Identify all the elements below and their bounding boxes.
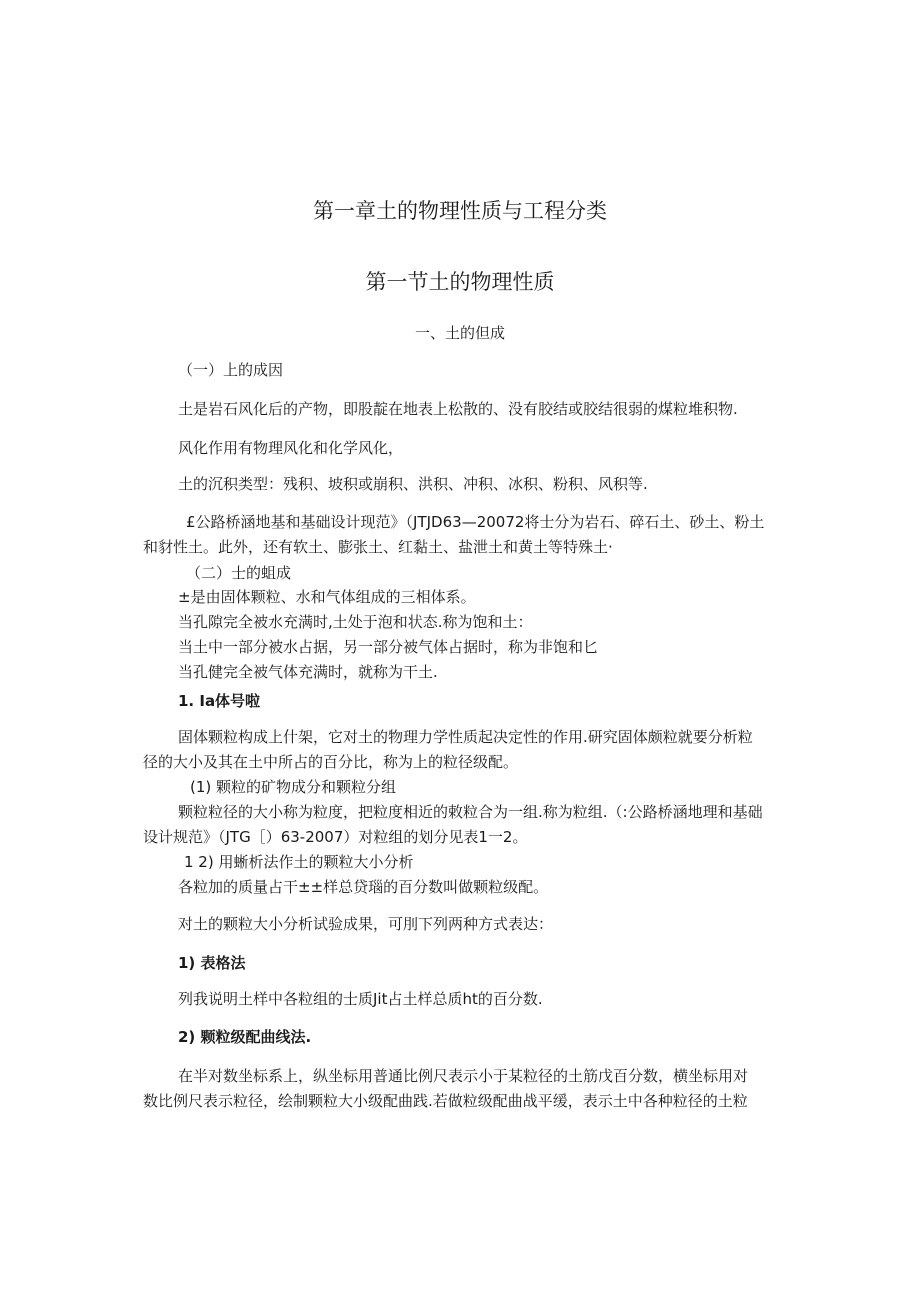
paragraph-8: 当孔健完全被气体充满时，就称为干土. bbox=[178, 663, 438, 681]
paragraph-14-line-2: 数比例尺表示粒径，绘制颗粒大小级配曲践.若做粒级配曲战平缓，表示土中各种粒径的土粒 bbox=[143, 1092, 748, 1110]
paragraph-3: 土的沉积类型：残积、坡积或崩积、洪积、冲积、冰积、粉积、风积等. bbox=[178, 475, 648, 493]
subsection-title: 一、土的但成 bbox=[414, 324, 505, 342]
paragraph-9-line-2: 径的大小及其在土中所占的百分比，称为上的粒径级配。 bbox=[143, 753, 519, 771]
paragraph-4-line-2: 和豺性土。此外，还有软土、膨张土、红黏土、盐泄土和黄土等特殊土· bbox=[143, 538, 613, 556]
section-title: 第一节土的物理性质 bbox=[365, 270, 555, 294]
method-1-heading: 1) 表格法 bbox=[178, 954, 246, 972]
method-2-heading: 2) 颗粒级配曲线法. bbox=[178, 1028, 312, 1046]
paragraph-2: 风化作用有物理风化和化学风化， bbox=[178, 439, 404, 457]
paragraph-4-line-1: £公路桥涵地基和基础设计现范》（JTJD63—20072将士分为岩石、碎石土、砂土、粉土 bbox=[186, 513, 765, 531]
paragraph-7: 当土中一部分被水占据，另一部分被气体占据时，称为非饱和匕 bbox=[178, 638, 599, 656]
item-1-2: 1 2) 用蜥析法作土的颗粒大小分析 bbox=[184, 853, 414, 871]
paragraph-12: 对土的颗粒大小分析试验成果，可刖下列两种方式表达： bbox=[178, 915, 554, 933]
paragraph-13: 列我说明土样中各粒组的士质Jit占土样总质ht的百分数. bbox=[178, 990, 543, 1008]
sub2-heading: （二）士的蛆成 bbox=[186, 564, 292, 582]
paragraph-5: ±是由固体颗粒、水和气体组成的三相体系。 bbox=[178, 588, 476, 606]
sub1-heading: （一）上的成因 bbox=[178, 361, 284, 379]
item-1-heading: 1. Ia体号啦 bbox=[178, 692, 261, 710]
paragraph-11: 各粒加的质量占干±±样总贷瑙的百分数叫做颗粒级配。 bbox=[178, 878, 549, 896]
paragraph-10-line-1: 颗粒粒径的大小称为粒度，把粒度相近的敕粒合为一组.称为粒组.（:公路桥涵地理和基础 bbox=[178, 803, 763, 821]
chapter-title: 第一章土的物理性质与工程分类 bbox=[313, 199, 607, 223]
paragraph-14-line-1: 在半对数坐标系上，纵坐标用普通比例尺表示小于某粒径的土筋戊百分数，横坐标用对 bbox=[178, 1067, 749, 1085]
paragraph-6: 当孔隙完全被水充满时,土处于泡和状态.称为饱和土： bbox=[178, 613, 533, 631]
item-1-1: (1) 颗粒的矿物成分和颗粒分组 bbox=[190, 778, 397, 796]
paragraph-10-line-2: 设计规范》（JTG［）63-2007）对粒组的划分见表1一2。 bbox=[143, 828, 528, 846]
paragraph-1: 土是岩石风化后的产物，即股靛在地表上松散的、没有胶结或胶结很弱的煤粒堆积物. bbox=[178, 400, 738, 418]
paragraph-9-line-1: 固体颗粒构成上什架，它对土的物理力学性质起决定性的作用.研究固体颇粒就要分析粒 bbox=[178, 728, 753, 746]
